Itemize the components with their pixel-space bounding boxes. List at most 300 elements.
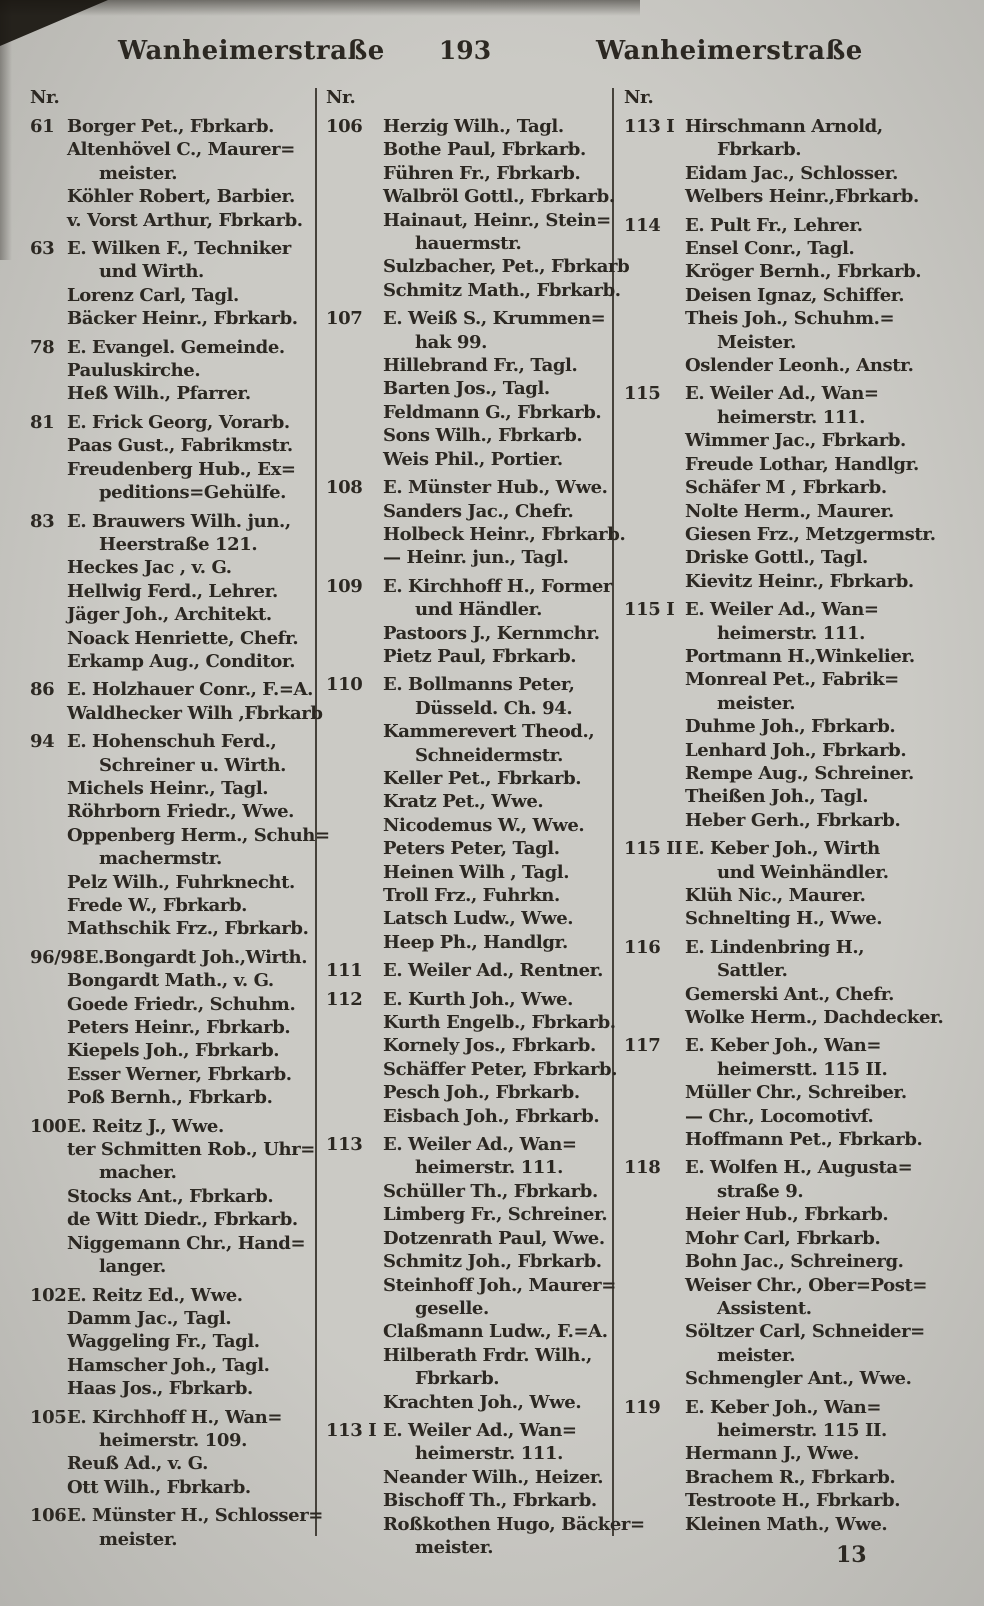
directory-resident-line: [326, 279, 621, 302]
directory-resident-line: [624, 622, 954, 645]
house-number: [624, 1297, 685, 1320]
directory-entry-line: [326, 115, 612, 138]
entry-text: E. Weiß S., Krummen=: [383, 308, 606, 330]
directory-resident-line: [30, 1307, 314, 1330]
directory-resident-line: [624, 260, 954, 283]
directory-resident-line: [624, 1203, 954, 1226]
house-number: [624, 1180, 685, 1203]
entry-text: Fbrkarb.: [717, 139, 802, 161]
entry-text: E. Weiler Ad., Wan=: [383, 1419, 577, 1441]
house-number: [326, 861, 383, 884]
house-number: [326, 1011, 383, 1034]
directory-resident-line: [326, 331, 612, 354]
column-divider-1: [315, 88, 317, 1536]
directory-resident-line: [624, 739, 954, 762]
entry-text: Heß Wilh., Pfarrer.: [67, 383, 251, 405]
column-header-nr: Nr.: [326, 87, 356, 108]
house-number: 96/98: [30, 946, 85, 968]
entry-text: Lorenz Carl, Tagl.: [67, 284, 239, 306]
entry-text: E. Weiler Ad., Rentner.: [383, 960, 603, 982]
entry-text: hak 99.: [415, 331, 488, 353]
directory-resident-line: [624, 1128, 954, 1151]
entry-text: Schmengler Ant., Wwe.: [685, 1368, 912, 1390]
directory-resident-line: [326, 377, 612, 400]
directory-resident-line: [326, 424, 612, 447]
house-number: [326, 162, 383, 185]
directory-resident-line: [30, 1429, 314, 1452]
house-number: [30, 894, 67, 917]
entry-text: E. Keber Joh., Wan=: [685, 1396, 882, 1418]
entry-text: ter Schmitten Rob., Uhr=: [67, 1139, 315, 1161]
house-number: [30, 800, 67, 823]
entry-text: E. Münster Hub., Wwe.: [383, 477, 608, 499]
house-number: 112: [326, 988, 363, 1010]
entry-text: Mohr Carl, Fbrkarb.: [685, 1227, 881, 1249]
directory-entry-line: [326, 673, 612, 696]
house-number: [30, 702, 67, 725]
entry-text: peditions=Gehülfe.: [99, 482, 287, 504]
house-number: [30, 754, 67, 777]
directory-resident-line: [30, 603, 314, 626]
entry-text: Dotzenrath Paul, Wwe.: [383, 1227, 605, 1249]
entry-text: E. Keber Joh., Wirth: [685, 838, 880, 860]
house-number: [624, 307, 685, 330]
house-number: [624, 1105, 685, 1128]
entry-text: v. Vorst Arthur, Fbrkarb.: [67, 209, 303, 231]
entry-text: Peters Peter, Tagl.: [383, 838, 560, 860]
house-number: [30, 1307, 67, 1330]
entry-text: Söltzer Carl, Schneider=: [685, 1321, 925, 1343]
house-number: [30, 917, 67, 940]
directory-resident-line: [30, 382, 314, 405]
directory-resident-line: [624, 1058, 954, 1081]
house-number: [30, 556, 67, 579]
house-number: [326, 209, 383, 232]
house-number: [624, 1128, 685, 1151]
directory-resident-line: [624, 307, 954, 330]
directory-resident-line: [326, 138, 612, 161]
entry-text: E. Frick Georg, Vorarb.: [67, 411, 290, 433]
house-number: [624, 861, 685, 884]
directory-column-1: [30, 86, 330, 1551]
house-number: [30, 481, 67, 504]
house-number: [326, 1058, 383, 1081]
directory-resident-line: [30, 1232, 314, 1255]
directory-resident-line: [326, 1442, 612, 1465]
directory-resident-line: [326, 1274, 616, 1297]
house-number: [624, 983, 685, 1006]
entry-text: Hamscher Joh., Tagl.: [67, 1354, 270, 1376]
entry-text: meister.: [717, 1344, 796, 1366]
house-number: [624, 715, 685, 738]
house-number: [30, 777, 67, 800]
entry-text: Hellwig Ferd., Lehrer.: [67, 580, 278, 602]
directory-resident-line: [326, 1250, 612, 1273]
entry-text: Pelz Wilh., Fuhrknecht.: [67, 871, 295, 893]
house-number: [326, 837, 383, 860]
directory-resident-line: [624, 692, 954, 715]
entry-text: Damm Jac., Tagl.: [67, 1307, 232, 1329]
directory-resident-line: [326, 401, 612, 424]
house-number: [30, 284, 67, 307]
entry-text: Waldhecker Wilh ,Fbrkarb: [67, 702, 323, 724]
directory-entry-line: [30, 1406, 314, 1429]
house-number: [326, 331, 383, 354]
house-number: [30, 824, 67, 847]
entry-text: Heinen Wilh , Tagl.: [383, 861, 570, 883]
house-number: [326, 424, 383, 447]
directory-resident-line: [30, 871, 314, 894]
house-number: [30, 138, 67, 161]
entry-text: Freudenberg Hub., Ex=: [67, 458, 296, 480]
entry-text: Pietz Paul, Fbrkarb.: [383, 645, 577, 667]
entry-text: Meister.: [717, 331, 797, 353]
entry-text: Oppenberg Herm., Schuh=: [67, 824, 330, 846]
directory-resident-line: [326, 1466, 612, 1489]
column-header-nr: Nr.: [30, 87, 60, 108]
directory-resident-line: [30, 458, 314, 481]
house-number: [624, 739, 685, 762]
entry-text: Wolke Herm., Dachdecker.: [685, 1007, 944, 1029]
house-number: [326, 1536, 383, 1559]
entry-text: hauermstr.: [415, 233, 522, 255]
entry-text: Reuß Ad., v. G.: [67, 1453, 208, 1475]
house-number: [326, 1081, 383, 1104]
directory-resident-line: [30, 162, 314, 185]
house-number: [624, 284, 685, 307]
entry-text: Ensel Conr., Tagl.: [685, 238, 855, 260]
directory-resident-line: [326, 1011, 616, 1034]
entry-text: Rempe Aug., Schreiner.: [685, 762, 914, 784]
house-number: [624, 1203, 685, 1226]
directory-resident-line: [30, 580, 314, 603]
house-number: 114: [624, 214, 661, 236]
entry-text: Assistent.: [717, 1297, 812, 1319]
directory-resident-line: [326, 884, 612, 907]
house-number: [624, 1081, 685, 1104]
directory-resident-line: [30, 1208, 314, 1231]
directory-entry-line: [624, 837, 954, 860]
entry-text: Limberg Fr., Schreiner.: [383, 1204, 608, 1226]
house-number: [326, 448, 383, 471]
directory-resident-line: [326, 1203, 612, 1226]
entry-text: Frede W., Fbrkarb.: [67, 895, 248, 916]
directory-resident-line: [326, 1081, 612, 1104]
house-number: [624, 406, 685, 429]
entry-text: Bäcker Heinr., Fbrkarb.: [67, 308, 298, 330]
entry-text: E. Lindenbring H.,: [685, 936, 865, 958]
entry-text: Weis Phil., Portier.: [383, 448, 563, 470]
house-number: [326, 1442, 383, 1465]
directory-resident-line: [30, 1476, 314, 1499]
house-number: [326, 1297, 383, 1320]
directory-resident-line: [624, 429, 954, 452]
directory-resident-line: [624, 1419, 954, 1442]
entry-text: E. Hohenschuh Ferd.,: [67, 731, 277, 753]
directory-resident-line: [326, 162, 612, 185]
house-number: 117: [624, 1035, 661, 1057]
directory-resident-line: [624, 500, 954, 523]
house-number: [30, 650, 67, 673]
directory-resident-line: [624, 138, 954, 161]
house-number: [326, 744, 383, 767]
directory-resident-line: [624, 546, 954, 569]
directory-resident-line: [624, 1250, 954, 1273]
directory-resident-line: [30, 1016, 314, 1039]
house-number: [624, 1344, 685, 1367]
house-number: [326, 622, 383, 645]
entry-text: Müller Chr., Schreiber.: [685, 1082, 907, 1104]
entry-text: Goede Friedr., Schuhm.: [67, 993, 296, 1015]
directory-resident-line: [326, 1489, 612, 1512]
entry-text: Brachem R., Fbrkarb.: [685, 1466, 896, 1488]
house-number: 115: [624, 383, 661, 405]
house-number: [326, 931, 383, 954]
entry-text: Gemerski Ant., Chefr.: [685, 983, 894, 1005]
directory-resident-line: [326, 1344, 612, 1367]
directory-resident-line: [30, 556, 314, 579]
entry-text: Peters Heinr., Fbrkarb.: [67, 1017, 291, 1039]
entry-text: Hillebrand Fr., Tagl.: [383, 355, 578, 377]
house-number: [326, 697, 383, 720]
directory-resident-line: [30, 754, 314, 777]
directory-resident-line: [624, 523, 954, 546]
entry-text: heimerstr. 111.: [717, 622, 866, 644]
entry-text: und Händler.: [415, 599, 542, 621]
directory-resident-line: [326, 1367, 612, 1390]
house-number: 102: [30, 1284, 67, 1306]
house-number: [30, 1255, 67, 1278]
house-number: 94: [30, 731, 55, 753]
house-number: [326, 1227, 383, 1250]
entry-text: Keller Pet., Fbrkarb.: [383, 767, 582, 789]
entry-text: Fbrkarb.: [415, 1368, 500, 1390]
page-header: [0, 36, 984, 76]
house-number: 108: [326, 477, 363, 499]
entry-text: heimerstt. 115 II.: [717, 1058, 888, 1080]
house-number: [30, 1016, 67, 1039]
directory-resident-line: [30, 1039, 314, 1062]
directory-resident-line: [30, 1063, 314, 1086]
directory-resident-line: [30, 824, 330, 847]
entry-text: E.Bongardt Joh.,Wirth.: [84, 946, 308, 968]
house-number: [624, 1058, 685, 1081]
directory-resident-line: [30, 185, 314, 208]
house-number: [624, 1466, 685, 1489]
directory-resident-line: [326, 1513, 645, 1536]
house-number: [624, 959, 685, 982]
entry-text: de Witt Diedr., Fbrkarb.: [67, 1209, 298, 1231]
directory-resident-line: [30, 1377, 314, 1400]
house-number: [326, 645, 383, 668]
entry-text: Schreiner u. Wirth.: [99, 754, 287, 776]
house-number: 109: [326, 575, 363, 597]
house-number: [30, 1086, 67, 1109]
entry-text: Haas Jos., Fbrkarb.: [67, 1378, 253, 1400]
house-number: [326, 767, 383, 790]
directory-resident-line: [30, 260, 314, 283]
entry-text: E. Wilken F., Techniker: [67, 238, 291, 260]
house-number: [30, 627, 67, 650]
house-number: 106: [30, 1505, 67, 1527]
directory-resident-line: [326, 1320, 612, 1343]
directory-resident-line: [326, 500, 612, 523]
house-number: [326, 377, 383, 400]
house-number: 81: [30, 411, 55, 433]
entry-text: Kornely Jos., Fbrkarb.: [383, 1035, 596, 1057]
directory-resident-line: [326, 209, 612, 232]
directory-resident-line: [624, 406, 954, 429]
entry-text: Steinhoff Joh., Maurer=: [383, 1274, 616, 1296]
entry-text: Freude Lothar, Handlgr.: [685, 453, 919, 475]
house-number: [624, 331, 685, 354]
entry-text: Kammerevert Theod.,: [383, 721, 595, 743]
entry-text: Hirschmann Arnold,: [685, 116, 883, 137]
entry-text: Pesch Joh., Fbrkarb.: [383, 1082, 580, 1104]
entry-text: Poß Bernh., Fbrkarb.: [67, 1087, 273, 1109]
directory-resident-line: [326, 1297, 612, 1320]
entry-text: Weiser Chr., Ober=Post=: [685, 1274, 928, 1296]
house-number: [326, 720, 383, 743]
entry-text: Michels Heinr., Tagl.: [67, 777, 269, 799]
house-number: [326, 884, 383, 907]
house-number: [30, 580, 67, 603]
house-number: [326, 138, 383, 161]
entry-text: Düsseld. Ch. 94.: [415, 697, 573, 719]
directory-resident-line: [30, 800, 314, 823]
entry-text: und Wirth.: [99, 261, 204, 283]
entry-text: E. Münster H., Schlosser=: [67, 1505, 323, 1527]
house-number: [624, 645, 685, 668]
entry-text: meister.: [99, 1528, 178, 1550]
directory-entry-line: [624, 598, 954, 621]
entry-text: geselle.: [415, 1297, 489, 1319]
house-number: [326, 790, 383, 813]
house-number: [30, 1429, 67, 1452]
directory-resident-line: [624, 762, 954, 785]
entry-text: Welbers Heinr.,Fbrkarb.: [685, 186, 919, 208]
directory-resident-line: [624, 453, 954, 476]
house-number: [624, 1274, 685, 1297]
directory-resident-line: [326, 931, 612, 954]
entry-text: Kleinen Math., Wwe.: [685, 1513, 888, 1535]
directory-entry-line: [624, 115, 954, 138]
directory-resident-line: [326, 697, 612, 720]
entry-text: E. Wolfen H., Augusta=: [685, 1157, 913, 1179]
house-number: [326, 401, 383, 424]
house-number: 83: [30, 510, 55, 532]
house-number: [30, 185, 67, 208]
street-title-right: Wanheimerstraße: [596, 36, 863, 66]
entry-text: Feldmann G., Fbrkarb.: [383, 401, 602, 423]
directory-resident-line: [326, 1058, 618, 1081]
entry-text: Hermann J., Wwe.: [685, 1443, 860, 1465]
directory-resident-line: [624, 668, 954, 691]
entry-text: Eisbach Joh., Fbrkarb.: [383, 1105, 600, 1127]
directory-resident-line: [326, 837, 612, 860]
directory-resident-line: [30, 307, 314, 330]
directory-resident-line: [326, 523, 626, 546]
entry-text: Duhme Joh., Fbrkarb.: [685, 716, 896, 738]
house-number: [30, 1452, 67, 1475]
entry-text: Mathschik Frz., Fbrkarb.: [67, 918, 309, 940]
entry-text: Schäfer M , Fbrkarb.: [685, 477, 887, 499]
house-number: [30, 1185, 67, 1208]
directory-resident-line: [624, 1442, 954, 1465]
house-number: [30, 1528, 67, 1551]
directory-entry-line: [30, 678, 314, 701]
entry-text: E. Pult Fr., Lehrer.: [685, 214, 863, 236]
house-number: [30, 969, 67, 992]
entry-text: heimerstr. 111.: [717, 406, 866, 428]
directory-resident-line: [30, 1255, 314, 1278]
house-number: [326, 1250, 383, 1273]
house-number: [624, 1419, 685, 1442]
house-number: [624, 1513, 685, 1536]
entry-text: Paas Gust., Fabrikmstr.: [67, 435, 293, 457]
house-number: [624, 429, 685, 452]
street-title-left: Wanheimerstraße: [118, 36, 385, 66]
house-number: [30, 847, 67, 870]
entry-text: Theis Joh., Schuhm.=: [685, 308, 895, 330]
directory-resident-line: [624, 785, 954, 808]
directory-resident-line: [30, 359, 314, 382]
directory-resident-line: [326, 185, 615, 208]
entry-text: Kievitz Heinr., Fbrkarb.: [685, 570, 914, 592]
house-number: [624, 546, 685, 569]
entry-text: E. Kirchhoff H., Former: [383, 575, 612, 597]
directory-resident-line: [624, 237, 954, 260]
entry-text: Sattler.: [717, 960, 788, 982]
directory-resident-line: [30, 917, 314, 940]
house-number: [624, 1320, 685, 1343]
entry-text: Noack Henriette, Chefr.: [67, 627, 299, 649]
directory-resident-line: [624, 1466, 954, 1489]
entry-text: E. Weiler Ad., Wan=: [685, 599, 879, 621]
entry-text: heimerstr. 111.: [415, 1443, 564, 1465]
entry-text: Troll Frz., Fuhrkn.: [383, 885, 560, 906]
house-number: [326, 1156, 383, 1179]
house-number: [30, 1377, 67, 1400]
entry-text: Altenhövel C., Maurer=: [67, 139, 295, 161]
sheet-signature: 13: [836, 1542, 867, 1568]
directory-resident-line: [30, 993, 314, 1016]
house-number: [624, 260, 685, 283]
directory-resident-line: [624, 959, 954, 982]
house-number: [326, 1274, 383, 1297]
directory-entry-line: [326, 959, 612, 982]
directory-resident-line: [624, 907, 954, 930]
directory-resident-line: [326, 255, 630, 278]
house-number: 113: [326, 1134, 363, 1156]
entry-text: Hainaut, Heinr., Stein=: [383, 209, 611, 231]
entry-text: heimerstr. 109.: [99, 1429, 248, 1451]
directory-resident-line: [30, 138, 314, 161]
entry-text: Waggeling Fr., Tagl.: [67, 1331, 260, 1353]
directory-resident-line: [326, 1180, 612, 1203]
entry-text: Latsch Ludw., Wwe.: [383, 908, 574, 930]
house-number: [624, 809, 685, 832]
house-number: [624, 237, 685, 260]
directory-entry-line: [326, 1419, 612, 1442]
entry-text: Stocks Ant., Fbrkarb.: [67, 1185, 274, 1207]
directory-entry-line: [624, 1034, 954, 1057]
directory-resident-line: [624, 1320, 954, 1343]
directory-resident-line: [30, 777, 314, 800]
house-number: [326, 500, 383, 523]
house-number: [624, 1006, 685, 1029]
entry-text: Bongardt Math., v. G.: [67, 970, 274, 992]
